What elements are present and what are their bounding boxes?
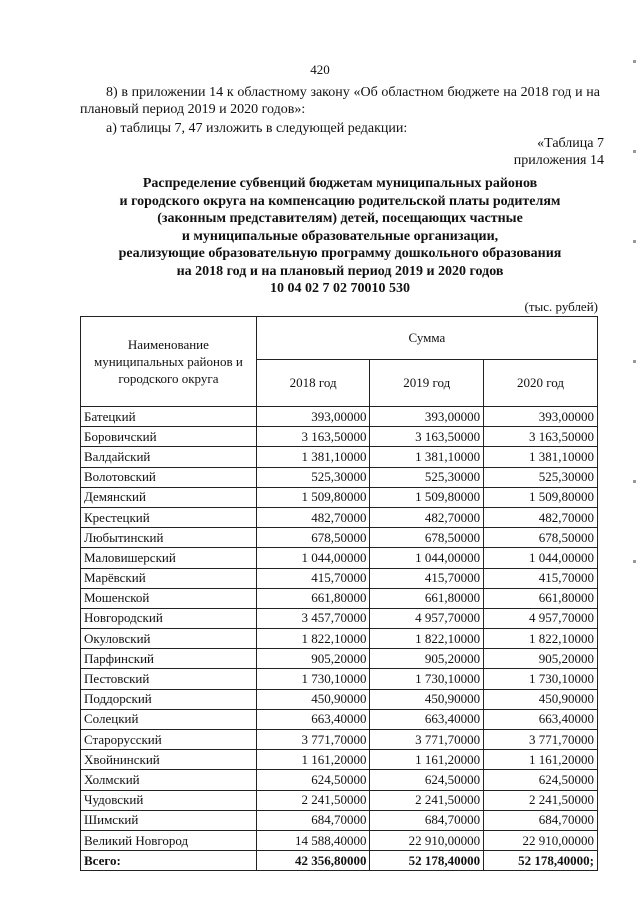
value-2018-cell: 450,90000 xyxy=(256,689,370,709)
subvention-table xyxy=(80,316,598,871)
table-row xyxy=(81,447,598,467)
value-2020-cell: 1 161,20000 xyxy=(484,750,598,770)
district-name-cell: Старорусский xyxy=(81,730,257,750)
value-2019-cell: 1 509,80000 xyxy=(370,487,484,507)
table-reference-line-1: «Таблица 7 xyxy=(537,136,604,151)
table-row xyxy=(81,689,598,709)
value-2020-cell: 3 163,50000 xyxy=(484,427,598,447)
value-2020-cell: 1 822,10000 xyxy=(484,629,598,649)
header-year-2019: 2019 год xyxy=(370,360,484,407)
table-row xyxy=(81,770,598,790)
header-year-2018: 2018 год xyxy=(256,360,370,407)
units-label: (тыс. рублей) xyxy=(524,299,598,314)
table-row xyxy=(81,608,598,628)
value-2019-cell: 624,50000 xyxy=(370,770,484,790)
value-2020-cell: 1 381,10000 xyxy=(484,447,598,467)
value-2018-cell: 2 241,50000 xyxy=(256,790,370,810)
table-row xyxy=(81,649,598,669)
table-row xyxy=(81,629,598,649)
value-2019-cell: 22 910,00000 xyxy=(370,830,484,850)
table-row xyxy=(81,467,598,487)
value-2018-cell: 1 822,10000 xyxy=(256,629,370,649)
value-2020-cell: 1 509,80000 xyxy=(484,487,598,507)
value-2020-cell: 905,20000 xyxy=(484,649,598,669)
value-2020-cell: 678,50000 xyxy=(484,528,598,548)
value-2019-cell: 52 178,40000 xyxy=(370,851,484,871)
title-line: и городского округа на компенсацию родительской платы родителям xyxy=(119,193,561,209)
district-name-cell: Поддорский xyxy=(81,689,257,709)
district-name-cell: Волотовский xyxy=(81,467,257,487)
value-2020-cell: 663,40000 xyxy=(484,709,598,729)
value-2019-cell: 1 822,10000 xyxy=(370,629,484,649)
header-year-2020: 2020 год xyxy=(484,360,598,407)
value-2019-cell: 1 161,20000 xyxy=(370,750,484,770)
value-2019-cell: 684,70000 xyxy=(370,810,484,830)
table-row xyxy=(81,568,598,588)
value-2018-cell: 3 457,70000 xyxy=(256,608,370,628)
amendment-sub-a: а) таблицы 7, 47 изложить в следующей редакции: xyxy=(106,121,408,136)
value-2018-cell: 393,00000 xyxy=(256,407,370,427)
title-line: реализующие образовательную программу дошкольного образования xyxy=(118,246,562,261)
district-name-cell: Маловишерский xyxy=(81,548,257,568)
value-2018-cell: 482,70000 xyxy=(256,507,370,527)
table-row xyxy=(81,810,598,830)
value-2018-cell: 678,50000 xyxy=(256,528,370,548)
value-2020-cell: 22 910,00000 xyxy=(484,830,598,850)
district-name-cell: Чудовский xyxy=(81,790,257,810)
value-2020-cell: 4 957,70000 xyxy=(484,608,598,628)
header-district-name: Наименование муниципальных районов и городского округа xyxy=(81,317,257,407)
table-row xyxy=(81,709,598,729)
title-line: Распределение субвенций бюджетам муниципальных районов xyxy=(142,176,538,191)
value-2018-cell: 42 356,80000 xyxy=(256,851,370,871)
value-2020-cell: 415,70000 xyxy=(484,568,598,588)
value-2018-cell: 663,40000 xyxy=(256,709,370,729)
title-line: на 2018 год и на плановый период 2019 и 2020 годов xyxy=(176,263,504,279)
value-2019-cell: 1 381,10000 xyxy=(370,447,484,467)
value-2019-cell: 415,70000 xyxy=(370,568,484,588)
value-2019-cell: 905,20000 xyxy=(370,649,484,669)
value-2019-cell: 2 241,50000 xyxy=(370,790,484,810)
value-2020-cell: 661,80000 xyxy=(484,588,598,608)
district-name-cell: Батецкий xyxy=(81,407,257,427)
value-2018-cell: 1 509,80000 xyxy=(256,487,370,507)
table-reference-line-2: приложения 14 xyxy=(513,153,604,168)
value-2019-cell: 663,40000 xyxy=(370,709,484,729)
table-row xyxy=(81,528,598,548)
district-name-cell: Новгородский xyxy=(81,608,257,628)
table-row xyxy=(81,548,598,568)
amendment-point-8: 8) в приложении 14 к областному закону «Об областном бюджете на 2018 год и на плановый период 2019 и 2020 годов»: xyxy=(80,85,600,117)
value-2019-cell: 4 957,70000 xyxy=(370,608,484,628)
value-2020-cell: 684,70000 xyxy=(484,810,598,830)
value-2018-cell: 661,80000 xyxy=(256,588,370,608)
district-name-cell: Окуловский xyxy=(81,629,257,649)
value-2019-cell: 1 730,10000 xyxy=(370,669,484,689)
value-2018-cell: 14 588,40000 xyxy=(256,830,370,850)
value-2019-cell: 661,80000 xyxy=(370,588,484,608)
value-2020-cell: 52 178,40000; xyxy=(484,851,598,871)
title-line: (законным представителям) детей, посещающих частные xyxy=(157,211,523,226)
district-name-cell: Мошенской xyxy=(81,588,257,608)
district-name-cell: Хвойнинский xyxy=(81,750,257,770)
district-name-cell: Крестецкий xyxy=(81,507,257,527)
title-line: и муниципальные образовательные организации, xyxy=(181,228,499,244)
value-2019-cell: 393,00000 xyxy=(370,407,484,427)
header-sum: Сумма xyxy=(256,317,597,360)
page-number: 420 xyxy=(310,62,330,77)
district-name-cell: Парфинский xyxy=(81,649,257,669)
value-2020-cell: 525,30000 xyxy=(484,467,598,487)
value-2018-cell: 1 161,20000 xyxy=(256,750,370,770)
value-2020-cell: 450,90000 xyxy=(484,689,598,709)
value-2019-cell: 678,50000 xyxy=(370,528,484,548)
table-row xyxy=(81,588,598,608)
district-name-cell: Боровичский xyxy=(81,427,257,447)
value-2018-cell: 3 771,70000 xyxy=(256,730,370,750)
value-2018-cell: 1 381,10000 xyxy=(256,447,370,467)
value-2019-cell: 3 771,70000 xyxy=(370,730,484,750)
district-name-cell: Валдайский xyxy=(81,447,257,467)
district-name-cell: Солецкий xyxy=(81,709,257,729)
value-2018-cell: 3 163,50000 xyxy=(256,427,370,447)
district-name-cell: Демянский xyxy=(81,487,257,507)
value-2018-cell: 684,70000 xyxy=(256,810,370,830)
value-2020-cell: 1 044,00000 xyxy=(484,548,598,568)
value-2020-cell: 482,70000 xyxy=(484,507,598,527)
table-row xyxy=(81,427,598,447)
scan-margin-marks xyxy=(630,60,636,580)
value-2018-cell: 905,20000 xyxy=(256,649,370,669)
table-row xyxy=(81,830,598,850)
table-row xyxy=(81,487,598,507)
district-name-cell: Великий Новгород xyxy=(81,830,257,850)
value-2019-cell: 482,70000 xyxy=(370,507,484,527)
value-2019-cell: 450,90000 xyxy=(370,689,484,709)
value-2020-cell: 3 771,70000 xyxy=(484,730,598,750)
district-name-cell: Любытинский xyxy=(81,528,257,548)
document-title xyxy=(60,175,620,298)
table-row xyxy=(81,507,598,527)
budget-classification-code: 10 04 02 7 02 70010 530 xyxy=(270,281,410,296)
value-2020-cell: 1 730,10000 xyxy=(484,669,598,689)
table-row xyxy=(81,730,598,750)
value-2019-cell: 1 044,00000 xyxy=(370,548,484,568)
district-name-cell: Холмский xyxy=(81,770,257,790)
value-2020-cell: 2 241,50000 xyxy=(484,790,598,810)
table-row xyxy=(81,790,598,810)
table-row xyxy=(81,669,598,689)
district-name-cell: Шимский xyxy=(81,810,257,830)
district-name-cell: Всего: xyxy=(81,851,257,871)
table-row xyxy=(81,407,598,427)
value-2018-cell: 624,50000 xyxy=(256,770,370,790)
value-2019-cell: 3 163,50000 xyxy=(370,427,484,447)
value-2020-cell: 624,50000 xyxy=(484,770,598,790)
value-2020-cell: 393,00000 xyxy=(484,407,598,427)
value-2018-cell: 1 044,00000 xyxy=(256,548,370,568)
table-row xyxy=(81,750,598,770)
district-name-cell: Пестовский xyxy=(81,669,257,689)
value-2018-cell: 525,30000 xyxy=(256,467,370,487)
value-2018-cell: 1 730,10000 xyxy=(256,669,370,689)
value-2019-cell: 525,30000 xyxy=(370,467,484,487)
district-name-cell: Марёвский xyxy=(81,568,257,588)
table-total-row xyxy=(81,851,598,871)
value-2018-cell: 415,70000 xyxy=(256,568,370,588)
